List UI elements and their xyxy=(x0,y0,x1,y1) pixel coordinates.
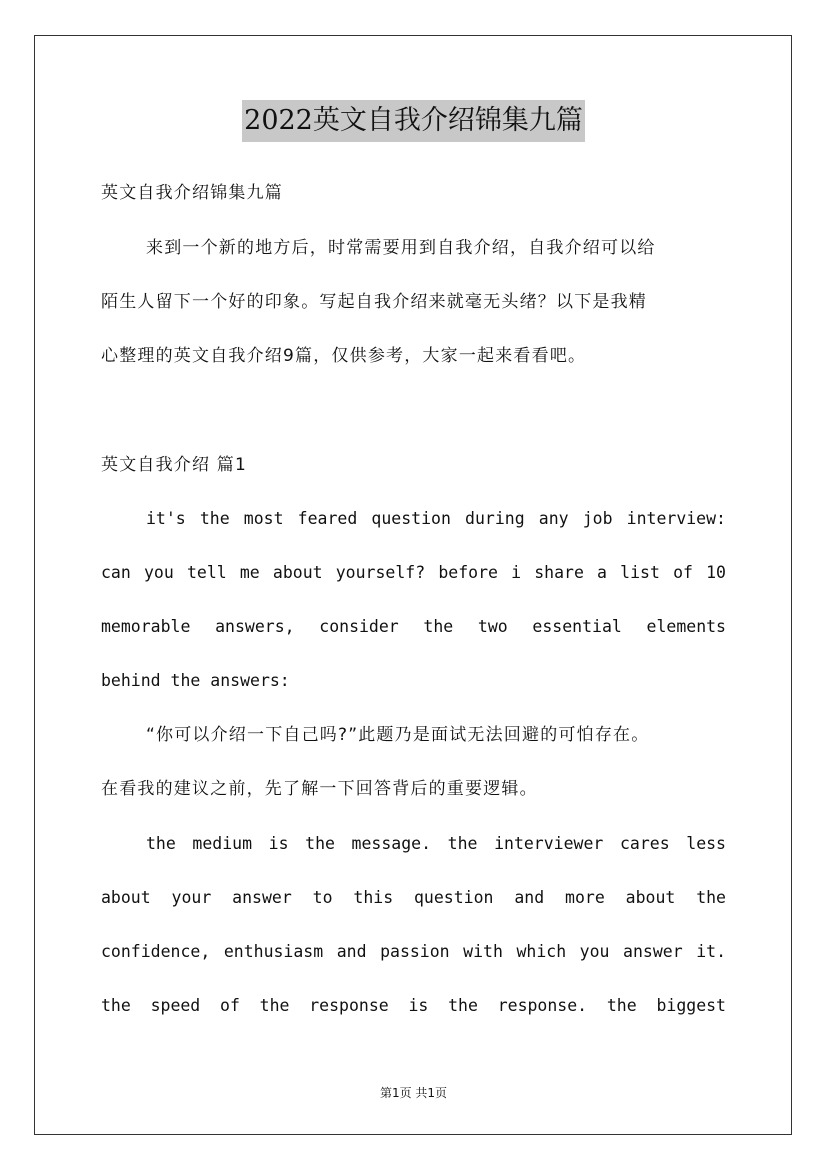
title-container xyxy=(0,100,827,142)
paragraph3-line-3: confidence, enthusiasm and passion with which you answer it. xyxy=(101,942,726,961)
paragraph1-line-2: can you tell me about yourself? before i share a list of 10 xyxy=(101,563,726,582)
paragraph1-line-4: behind the answers: xyxy=(101,671,290,690)
intro-line-1: 来到一个新的地方后，时常需要用到自我介绍，自我介绍可以给 xyxy=(146,238,656,258)
document-heading: 英文自我介绍锦集九篇 xyxy=(101,183,283,203)
paragraph1-line-3: memorable answers, consider the two essential elements xyxy=(101,617,726,636)
intro-line-3: 心整理的英文自我介绍9篇，仅供参考，大家一起来看看吧。 xyxy=(101,346,587,366)
paragraph3-line-4: the speed of the response is the response. the biggest xyxy=(101,996,726,1015)
paragraph2-line-2: 在看我的建议之前，先了解一下回答背后的重要逻辑。 xyxy=(101,779,538,799)
paragraph2-line-1: “你可以介绍一下自己吗?”此题乃是面试无法回避的可怕存在。 xyxy=(146,725,650,745)
page-footer: 第1页 共1页 xyxy=(379,1086,448,1100)
paragraph1-line-1: it's the most feared question during any job interview: xyxy=(146,509,726,528)
intro-line-2: 陌生人留下一个好的印象。写起自我介绍来就毫无头绪？以下是我精 xyxy=(101,292,647,312)
paragraph3-line-2: about your answer to this question and more about the xyxy=(101,888,726,907)
section-heading: 英文自我介绍 篇1 xyxy=(101,455,248,475)
document-title: 2022英文自我介绍锦集九篇 xyxy=(242,100,585,142)
paragraph3-line-1: the medium is the message. the interviewer cares less xyxy=(146,834,726,853)
